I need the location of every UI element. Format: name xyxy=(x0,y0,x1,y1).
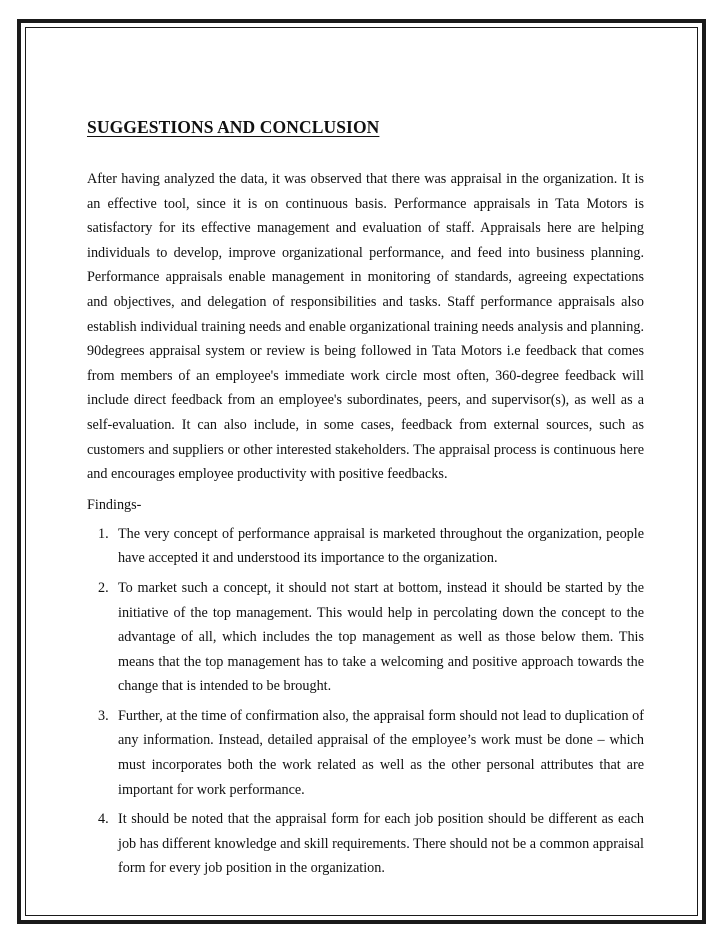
findings-label: Findings- xyxy=(87,496,142,513)
finding-item xyxy=(87,807,644,881)
finding-text: It should be noted that the appraisal form for each job position should be different as each job has different knowledge and skill requirements. There should not be a common appraisal form for every job position in the organization. xyxy=(118,811,644,877)
findings-list xyxy=(87,522,644,881)
document-body xyxy=(87,117,644,886)
finding-item xyxy=(87,522,644,571)
finding-item xyxy=(87,704,644,802)
finding-text: To market such a concept, it should not start at bottom, instead it should be started by the initiative of the top management. This would help in percolating down the concept to the advantage of all, which includes the top management as well as those below them. This means that the top management has to take a welcoming and positive approach towards the change that is intended to be brought. xyxy=(118,579,644,695)
conclusion-paragraph: After having analyzed the data, it was observed that there was appraisal in the organization. It is an effective tool, since it is on continuous basis. Performance appraisals in Tata Motors is satisfactory for its effective management and evaluation of staff. Appraisals here are helping individuals to develop, improve organizational performance, and feed into business planning. Performance appraisals enable management in monitoring of standards, agreeing expectations and objectives, and delegation of responsibilities and tasks. Staff performance appraisals also establish individual training needs and enable organizational training needs analysis and planning. 90degrees appraisal system or review is being followed in Tata Motors i.e feedback that comes from members of an employee's immediate work circle most often, 360-degree feedback will include direct feedback from an employee's subordinates, peers, and supervisor(s), as well as a self-evaluation. It can also include, in some cases, feedback from external sources, such as customers and suppliers or other interested stakeholders. The appraisal process is continuous here and encourages employee productivity with positive feedbacks. xyxy=(87,171,644,483)
finding-number: 3. xyxy=(98,707,109,724)
finding-number: 1. xyxy=(98,525,109,542)
document-title: SUGGESTIONS AND CONCLUSION xyxy=(87,117,380,137)
finding-text: Further, at the time of confirmation also, the appraisal form should not lead to duplication of any information. Instead, detailed appraisal of the employee’s work must be done – which must incorporates both the work related as well as the other personal attributes that are important for work performance. xyxy=(118,707,644,798)
finding-item xyxy=(87,576,644,699)
finding-number: 4. xyxy=(98,811,109,828)
finding-text: The very concept of performance appraisal is marketed throughout the organization, people have accepted it and understood its importance to the organization. xyxy=(118,525,644,567)
finding-number: 2. xyxy=(98,579,109,596)
